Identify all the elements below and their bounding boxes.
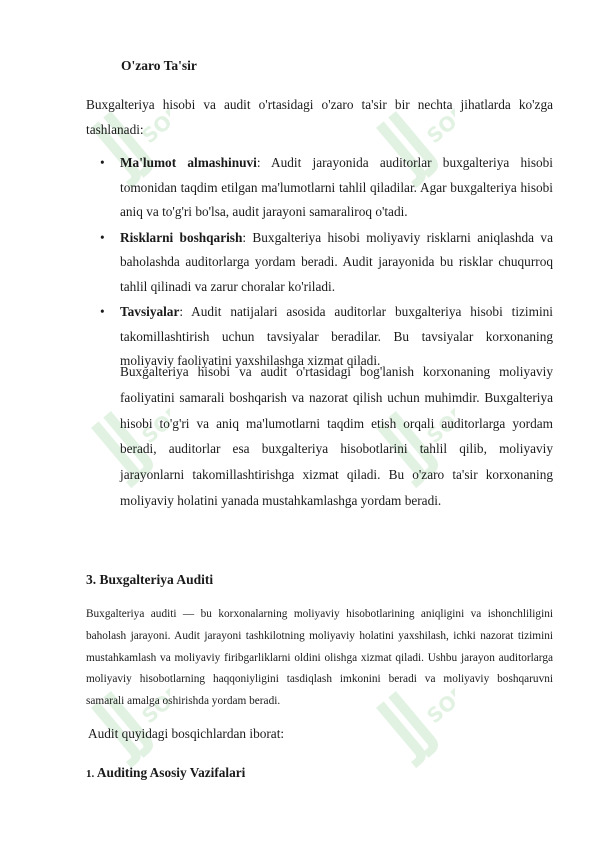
bullet-icon: •	[100, 155, 105, 170]
svg-text:SOFF: SOFF	[136, 671, 170, 729]
steps-intro: Audit quyidagi bosqichlardan iborat:	[88, 726, 285, 741]
bullet-term: Ma'lumot almashinuvi	[120, 155, 257, 170]
bullet-icon: •	[100, 229, 105, 245]
bullet-icon: •	[100, 304, 105, 319]
bullet-text: : Audit jarayonida auditorlar buxgalteriya hisobi tomonidan taqdim etilgan ma'lumotlarni tahlil qiladilar. Agar buxgalteriya hisobi aniq va to'g'ri bo'lsa, audit jarayoni samaraliroq o'tadi.	[120, 155, 553, 219]
list-item	[86, 226, 553, 300]
svg-text:SOFF: SOFF	[136, 391, 170, 449]
chapter-heading: 3. Buxgalteriya Auditi	[86, 572, 214, 587]
bullet-text: : Buxgalteriya hisobi moliyaviy risklarni aniqlashda va baholashda auditorlarga yordam beradi. Audit jarayonida bu risklar chuqurroq tahlil qilinadi va zarur choralar ko'riladi.	[120, 229, 553, 294]
bullet-term: Risklarni boshqarish	[120, 229, 243, 245]
bullet-term: Tavsiyalar	[120, 304, 180, 319]
intro-paragraph: Buxgalteriya hisobi va audit o'rtasidagi o'zaro ta'sir bir nechta jihatlarda ko'zga tashlanadi:	[86, 97, 553, 137]
summary-paragraph: Buxgalteriya hisobi va audit o'rtasidagi bog'lanish korxonaning moliyaviy faoliyatini samarali boshqarish va nazorat qilish uchun muhimdir. Buxgalteriya hisobi to'g'ri va aniq ma'lumotlarni taqdim etish orqali auditorlarga yordam beradi, auditorlar esa buxgalteriya hisobotlarini tahlil qilib, moliyaviy jarayonlarni takomillashtirishga xizmat qiladi. Bu o'zaro ta'sir korxonaning moliyaviy holatini yanada mustahkamlashga yordam beradi.	[120, 364, 553, 508]
section-heading: O'zaro Ta'sir	[121, 58, 197, 73]
svg-text:SOFF: SOFF	[421, 91, 455, 149]
list-item	[86, 151, 553, 225]
audit-paragraph: Buxgalteriya auditi — bu korxonalarning moliyaviy hisobotlarining aniqligini va ishonchliligini baholash jarayoni. Audit jarayoni tashkilotning moliyaviy holatini yaxshilash, ichki nazorat tizimini mustahkamlash va moliyaviy firibgarliklarni oldini olishga xizmat qiladi. Ushbu jarayon auditorlarga moliyaviy hisobotlarning haqqoniyligini tasdiqlash imkonini beradi va moliyaviy boshqaruvni samarali amalga oshirishda yordam beradi.	[86, 608, 553, 708]
svg-text:SOFF: SOFF	[421, 391, 455, 449]
subheading-number: 1.	[86, 768, 95, 780]
subheading	[86, 765, 245, 781]
svg-text:SOFF: SOFF	[421, 671, 455, 729]
bullet-list	[86, 151, 553, 375]
subheading-title: Auditing Asosiy Vazifalari	[96, 765, 246, 780]
svg-text:SOFF: SOFF	[136, 91, 170, 149]
bullet-text: : Audit natijalari asosida auditorlar buxgalteriya hisobi tizimini takomillashtirish uchun tavsiyalar beradilar. Bu tavsiyalar korxonaning moliyaviy faoliyatini yaxshilashga xizmat qiladi.	[120, 304, 553, 368]
